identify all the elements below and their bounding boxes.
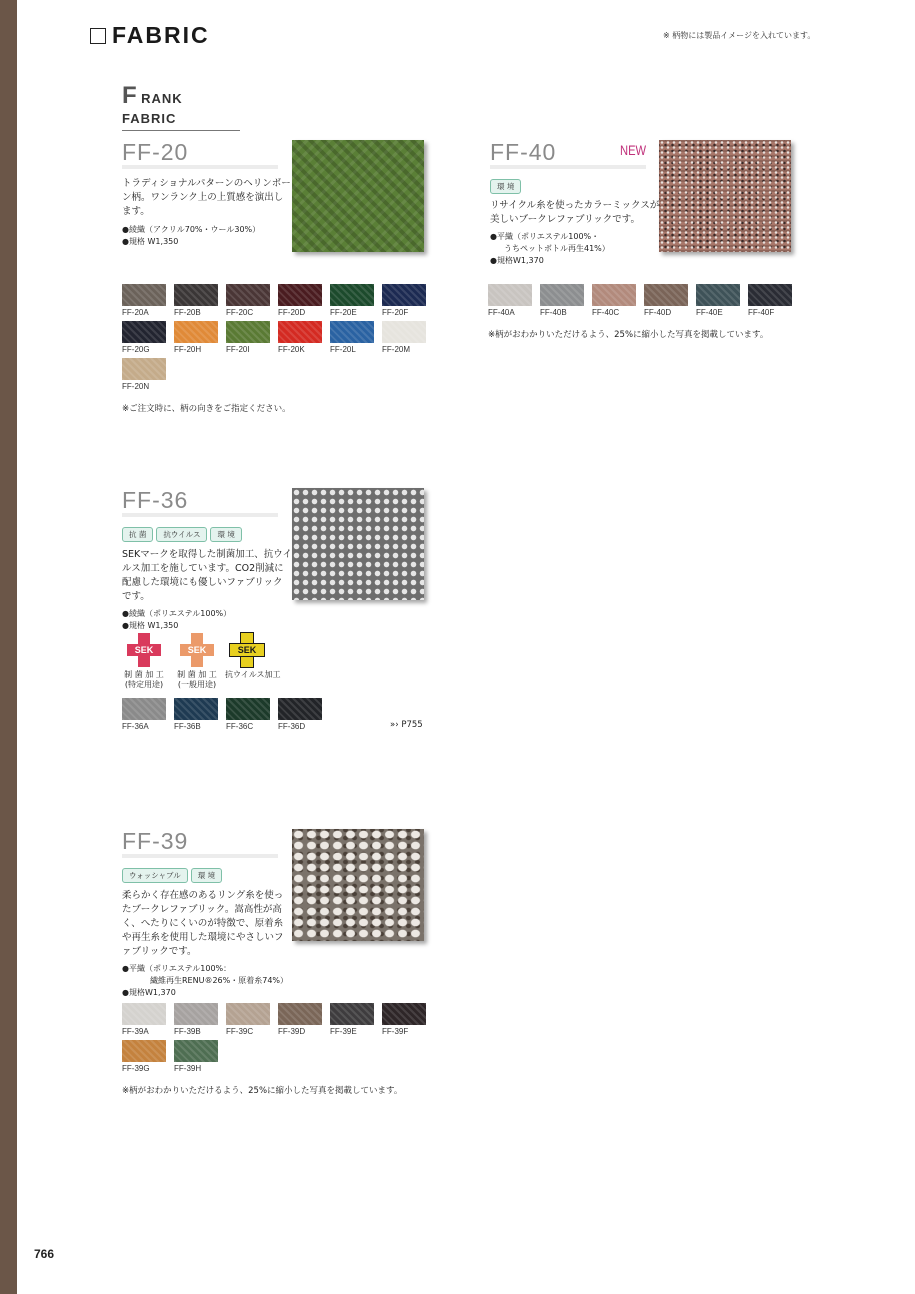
product-spec-weave-detail: 繊維再生RENU®26%・原着糸74%） — [150, 976, 289, 985]
fabric-swatch — [382, 1003, 426, 1036]
swatch-chip — [540, 284, 584, 306]
sek-badge-sublabel: (特定用途) — [124, 680, 164, 689]
swatch-label: FF-20I — [226, 345, 250, 354]
swatch-grid-ff39 — [122, 1003, 426, 1073]
swatch-grid-ff20 — [122, 284, 426, 391]
scale-note: ※柄がおわかりいただけるよう、25%に縮小した写真を掲載しています。 — [122, 1086, 403, 1096]
product-description: トラディショナルパターンのヘリンボーン柄。ワンランク上の上質感を演出します。 — [122, 178, 291, 217]
fabric-sample-image — [292, 829, 424, 941]
fabric-swatch — [122, 284, 166, 317]
product-spec-weave: ●綾織（アクリル70%・ウール30%） — [122, 225, 261, 234]
swatch-chip — [174, 1003, 218, 1025]
swatch-label: FF-20D — [278, 308, 306, 317]
swatch-grid-ff36 — [122, 698, 426, 731]
sek-badge-label: 制 菌 加 工 — [177, 670, 217, 679]
product-code: FF-40 — [490, 140, 646, 169]
swatch-label: FF-39D — [278, 1027, 306, 1036]
product-description: 柔らかく存在感のあるリング糸を使ったブークレファブリック。嵩高性が高く、へたりにくいのが特徴で、原着糸や再生糸を使用した環境にやさしいファブリックです。 — [122, 890, 284, 957]
subheading-rest: RANK FABRIC — [122, 91, 183, 126]
swatch-label: FF-39A — [122, 1027, 149, 1036]
swatch-label: FF-20G — [122, 345, 150, 354]
fabric-swatch — [644, 284, 688, 317]
fabric-swatch — [382, 321, 426, 354]
new-badge: NEW — [620, 142, 647, 158]
sek-mark-icon — [127, 633, 161, 667]
swatch-label: FF-40D — [644, 308, 672, 317]
swatch-label: FF-20E — [330, 308, 357, 317]
swatch-label: FF-39G — [122, 1064, 150, 1073]
fabric-swatch — [174, 321, 218, 354]
swatch-label: FF-20A — [122, 308, 149, 317]
swatch-chip — [226, 321, 270, 343]
tag-list — [122, 527, 292, 542]
swatch-label: FF-39B — [174, 1027, 201, 1036]
fabric-swatch — [330, 321, 374, 354]
fabric-swatch — [748, 284, 792, 317]
fabric-sample-image — [292, 140, 424, 252]
feature-tag: 抗 菌 — [122, 527, 153, 542]
fabric-swatch — [488, 284, 532, 317]
swatch-chip — [278, 284, 322, 306]
sek-badge — [175, 633, 219, 690]
product-description: リサイクル糸を使ったカラーミックスが美しいブークレファブリックです。 — [490, 200, 660, 225]
fabric-swatch — [226, 321, 270, 354]
swatch-chip — [226, 698, 270, 720]
sek-mark-text: SEK — [134, 645, 154, 655]
swatch-label: FF-39H — [174, 1064, 202, 1073]
product-spec-width: ●規格W1,370 — [490, 256, 544, 265]
swatch-label: FF-20K — [278, 345, 305, 354]
sek-mark-icon — [180, 633, 214, 667]
fabric-swatch — [174, 1003, 218, 1036]
swatch-chip — [278, 1003, 322, 1025]
fabric-sample-image — [292, 488, 424, 600]
sek-mark-text: SEK — [237, 645, 257, 655]
swatch-chip — [278, 698, 322, 720]
page-title-text: FABRIC — [112, 22, 210, 48]
tag-list — [122, 868, 292, 883]
fabric-swatch — [122, 358, 166, 391]
product-code: FF-39 — [122, 829, 278, 858]
swatch-chip — [696, 284, 740, 306]
fabric-swatch — [278, 698, 322, 731]
section-subheading — [122, 82, 240, 131]
fabric-swatch — [174, 1040, 218, 1073]
feature-tag: 環 境 — [191, 868, 222, 883]
product-spec-width: ●規格 W1,350 — [122, 237, 179, 246]
swatch-chip — [122, 1040, 166, 1062]
fabric-swatch — [122, 1040, 166, 1073]
product-spec-weave-detail: うちペットボトル再生41%） — [504, 244, 610, 253]
fabric-swatch — [382, 284, 426, 317]
swatch-chip — [122, 1003, 166, 1025]
fabric-swatch — [278, 284, 322, 317]
feature-tag: 環 境 — [490, 179, 521, 194]
product-spec-width: ●規格 W1,350 — [122, 621, 179, 630]
product-spec-weave: ●平織（ポリエステル100%： — [122, 964, 232, 973]
swatch-label: FF-36A — [122, 722, 149, 731]
swatch-label: FF-40F — [748, 308, 775, 317]
fabric-sample-image — [659, 140, 791, 252]
swatch-chip — [748, 284, 792, 306]
feature-tag: 抗ウイルス — [156, 527, 207, 542]
swatch-label: FF-36C — [226, 722, 254, 731]
swatch-label: FF-20B — [174, 308, 201, 317]
swatch-chip — [488, 284, 532, 306]
swatch-chip — [592, 284, 636, 306]
swatch-label: FF-39F — [382, 1027, 409, 1036]
swatch-chip — [174, 284, 218, 306]
swatch-chip — [122, 358, 166, 380]
fabric-swatch — [122, 1003, 166, 1036]
swatch-label: FF-20C — [226, 308, 254, 317]
sek-badge — [122, 633, 166, 690]
swatch-label: FF-40A — [488, 308, 515, 317]
feature-tag: 環 境 — [210, 527, 241, 542]
swatch-label: FF-40C — [592, 308, 620, 317]
product-ff39 — [122, 829, 292, 999]
swatch-label: FF-20M — [382, 345, 410, 354]
swatch-grid-ff40 — [488, 284, 792, 317]
swatch-label: FF-20N — [122, 382, 150, 391]
page-number: 766 — [34, 1247, 55, 1261]
swatch-chip — [122, 698, 166, 720]
swatch-chip — [122, 284, 166, 306]
swatch-label: FF-20L — [330, 345, 356, 354]
swatch-chip — [226, 1003, 270, 1025]
fabric-swatch — [278, 1003, 322, 1036]
product-ff36 — [122, 488, 292, 632]
swatch-chip — [174, 698, 218, 720]
chevrons-icon: »› — [390, 720, 399, 730]
swatch-chip — [330, 1003, 374, 1025]
swatch-chip — [174, 321, 218, 343]
subheading-initial: F — [122, 82, 137, 109]
fabric-swatch — [174, 284, 218, 317]
swatch-chip — [330, 321, 374, 343]
header-note: ※ 柄物には製品イメージを入れています。 — [663, 31, 816, 40]
product-spec-weave: ●綾織（ポリエステル100%） — [122, 609, 232, 618]
page-reference-text: P755 — [401, 720, 423, 730]
fabric-swatch — [122, 321, 166, 354]
sek-badge — [225, 633, 281, 680]
fabric-swatch — [226, 1003, 270, 1036]
swatch-chip — [382, 1003, 426, 1025]
swatch-label: FF-40B — [540, 308, 567, 317]
checkbox-icon — [90, 28, 106, 44]
fabric-swatch — [174, 698, 218, 731]
fabric-swatch — [330, 284, 374, 317]
product-description: SEKマークを取得した制菌加工、抗ウイルス加工を施しています。CO2削減に配慮した環境にも優しいファブリックです。 — [122, 549, 292, 602]
fabric-swatch — [226, 698, 270, 731]
fabric-swatch — [592, 284, 636, 317]
product-spec-weave: ●平織（ポリエステル100%・ — [490, 232, 600, 241]
swatch-chip — [382, 284, 426, 306]
product-code: FF-36 — [122, 488, 278, 517]
swatch-label: FF-20H — [174, 345, 202, 354]
sek-badge-label: 抗ウイルス加工 — [225, 670, 281, 679]
order-note: ※ご注文時に、柄の向きをご指定ください。 — [122, 404, 291, 414]
swatch-chip — [644, 284, 688, 306]
page-sidebar-strip — [0, 0, 17, 1294]
fabric-swatch — [330, 1003, 374, 1036]
swatch-label: FF-36D — [278, 722, 306, 731]
product-spec-width: ●規格W1,370 — [122, 988, 176, 997]
page-title — [90, 22, 210, 49]
product-ff40 — [490, 140, 660, 267]
fabric-swatch — [278, 321, 322, 354]
swatch-label: FF-40E — [696, 308, 723, 317]
product-code: FF-20 — [122, 140, 278, 169]
feature-tag: ウォッシャブル — [122, 868, 188, 883]
swatch-chip — [382, 321, 426, 343]
swatch-chip — [226, 284, 270, 306]
swatch-chip — [278, 321, 322, 343]
sek-badge-label: 制 菌 加 工 — [124, 670, 164, 679]
scale-note: ※柄がおわかりいただけるよう、25%に縮小した写真を掲載しています。 — [488, 330, 769, 340]
swatch-label: FF-36B — [174, 722, 201, 731]
page-reference[interactable] — [390, 720, 423, 730]
tag-list — [490, 179, 660, 194]
swatch-label: FF-39C — [226, 1027, 254, 1036]
sek-mark-text: SEK — [187, 645, 207, 655]
swatch-label: FF-39E — [330, 1027, 357, 1036]
sek-badge-sublabel: (一般用途) — [177, 680, 217, 689]
swatch-chip — [330, 284, 374, 306]
swatch-chip — [122, 321, 166, 343]
product-ff20 — [122, 140, 292, 248]
fabric-swatch — [540, 284, 584, 317]
fabric-swatch — [226, 284, 270, 317]
swatch-chip — [174, 1040, 218, 1062]
sek-mark-icon — [230, 633, 264, 667]
swatch-label: FF-20F — [382, 308, 409, 317]
fabric-swatch — [122, 698, 166, 731]
fabric-swatch — [696, 284, 740, 317]
